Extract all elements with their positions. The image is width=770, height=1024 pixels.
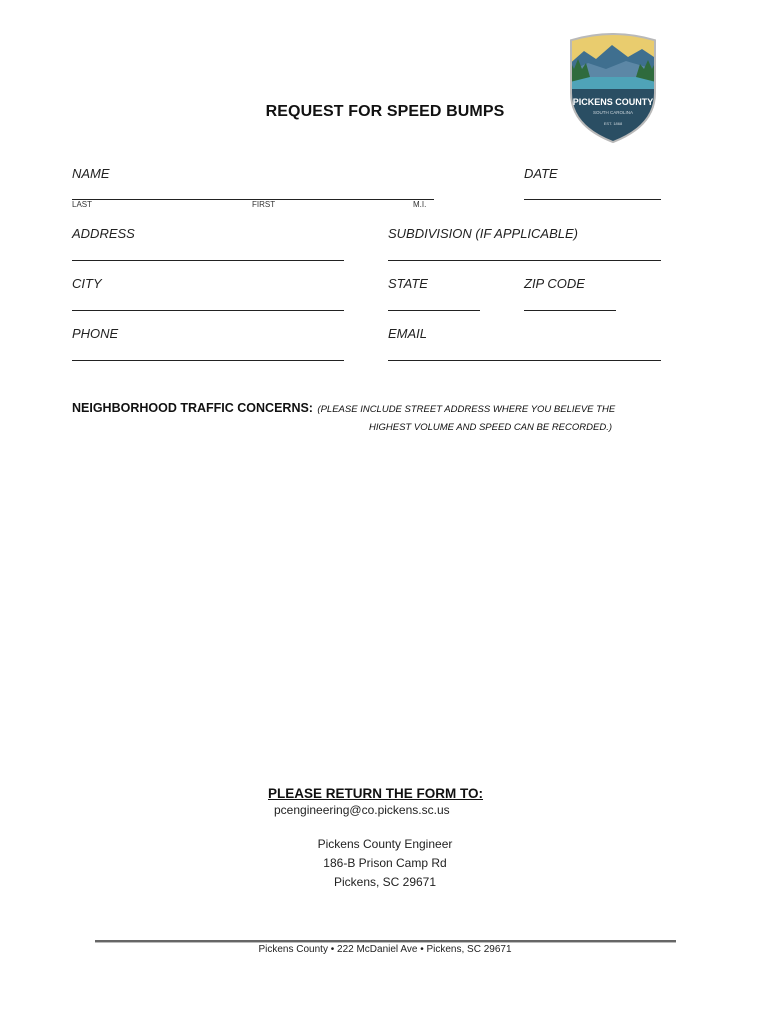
concerns-text-area[interactable]: [72, 440, 662, 770]
name-first-label: FIRST: [252, 200, 276, 209]
address-label: ADDRESS: [72, 226, 135, 241]
return-heading-text: PLEASE RETURN THE FORM TO:: [268, 786, 484, 801]
concerns-heading: NEIGHBORHOOD TRAFFIC CONCERNS:: [72, 401, 313, 415]
concerns-note-line1: (PLEASE INCLUDE STREET ADDRESS WHERE YOU BELIEVE THE: [317, 404, 616, 415]
state-label: STATE: [388, 276, 428, 291]
concerns-note-line2: HIGHEST VOLUME AND SPEED CAN BE RECORDED.): [369, 422, 612, 433]
logo-text-est: EST. 1868: [603, 121, 623, 126]
city-field[interactable]: [72, 310, 344, 311]
name-mi-label: M.I.: [413, 200, 427, 209]
email-field[interactable]: [388, 360, 661, 361]
name-label: NAME: [72, 166, 110, 181]
subdivision-field[interactable]: [388, 260, 661, 261]
phone-field[interactable]: [72, 360, 344, 361]
logo-text-main: PICKENS COUNTY: [572, 97, 654, 107]
city-label: CITY: [72, 276, 102, 291]
return-heading: [268, 785, 483, 803]
county-seal-icon: [566, 33, 660, 145]
county-logo: [566, 33, 660, 145]
email-label: EMAIL: [388, 326, 428, 341]
return-email: pcengineering@co.pickens.sc.us: [274, 803, 450, 817]
footer-divider: [95, 940, 676, 943]
zip-field[interactable]: [524, 310, 616, 311]
address-field[interactable]: [72, 260, 344, 261]
return-city: Pickens, SC 29671: [333, 875, 437, 889]
zip-label: ZIP CODE: [524, 276, 585, 291]
concerns-header: [72, 399, 615, 417]
return-office: Pickens County Engineer: [317, 837, 453, 851]
subdivision-label: SUBDIVISION (IF APPLICABLE): [388, 226, 578, 241]
date-label: DATE: [524, 166, 558, 181]
name-last-label: LAST: [72, 200, 93, 209]
footer-address: Pickens County • 222 McDaniel Ave • Pickens, SC 29671: [258, 944, 512, 955]
logo-text-sub: SOUTH CAROLINA: [592, 110, 634, 115]
state-field[interactable]: [388, 310, 480, 311]
return-street: 186-B Prison Camp Rd: [323, 856, 447, 870]
form-title: REQUEST FOR SPEED BUMPS: [265, 103, 505, 120]
phone-label: PHONE: [72, 326, 119, 341]
date-field[interactable]: [524, 199, 661, 200]
